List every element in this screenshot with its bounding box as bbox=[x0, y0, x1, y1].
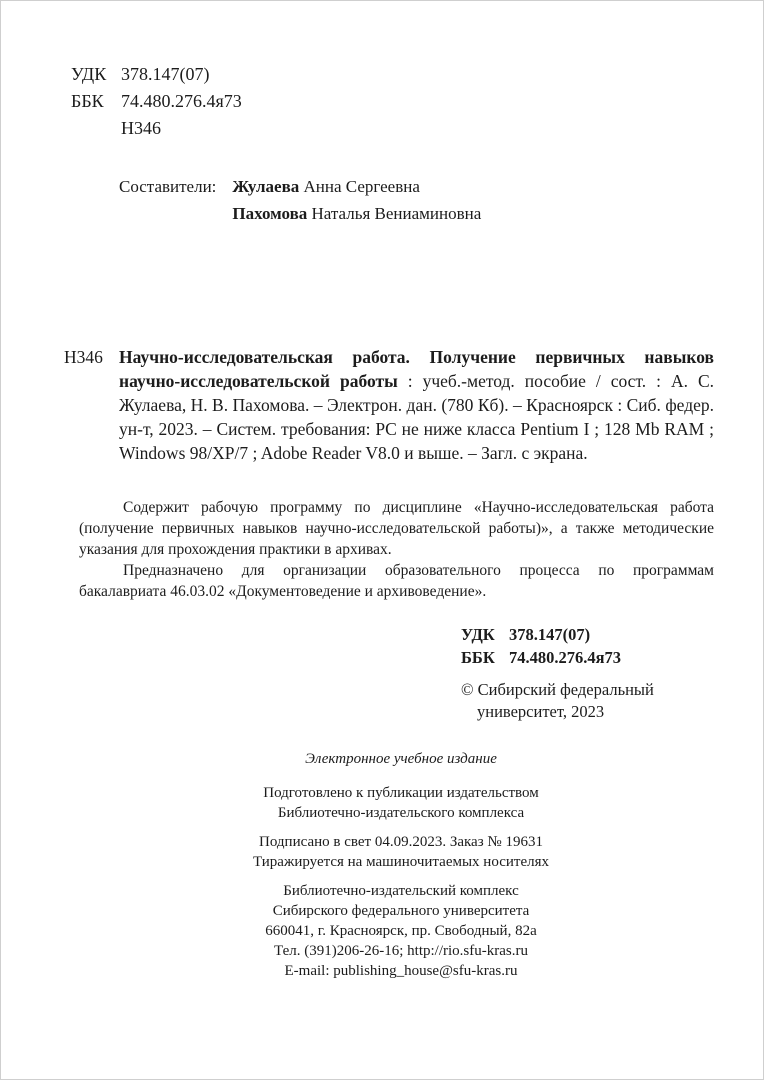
compiler-given-names: Наталья Вениаминовна bbox=[307, 204, 482, 223]
distribution-line: Тиражируется на машиночитаемых носителях bbox=[252, 854, 549, 870]
udk-value: 378.147(07) bbox=[509, 625, 591, 644]
publisher-name-line: Библиотечно-издательский комплекс bbox=[283, 883, 519, 899]
bbk-value: 74.480.276.4я73 bbox=[121, 91, 242, 111]
bbk-value: 74.480.276.4я73 bbox=[509, 648, 622, 667]
publisher-email-line: E-mail: publishing_house@sfu-kras.ru bbox=[284, 963, 518, 979]
print-info-block bbox=[64, 832, 738, 872]
publisher-contact-block bbox=[64, 881, 738, 981]
edition-type: Электронное учебное издание bbox=[305, 751, 497, 767]
udk-line bbox=[71, 61, 242, 88]
abstract-paragraph-1: Содержит рабочую программу по дисциплине «Научно-исследовательская работа (получение первичных навыков научно-исследовательской работы)», а также методические указания для прохождения практики в архивах. bbox=[79, 499, 714, 558]
catalog-title: Научно-исследовательская работа. Получение первичных навыков научно-исследовательской работы bbox=[119, 347, 714, 391]
catalog-code: Н346 bbox=[64, 347, 103, 367]
catalog-details: : учеб.-метод. пособие / сост. : А. С. Жулаева, Н. В. Пахомова. – Электрон. дан. (780 Кб). – Красноярск : Сиб. федер. ун-т, 2023. – Систем. требования: PC не ниже класса Pentium I ; 128 Mb RAM ; Windows 98/XP/7 ; Adobe Reader V8.0 и выше. – Загл. с экрана. bbox=[119, 371, 714, 463]
prepared-line-1: Подготовлено к публикации издательством bbox=[263, 785, 539, 801]
bbk-line-bottom bbox=[461, 646, 621, 669]
catalog-text bbox=[119, 345, 714, 465]
bbk-line bbox=[71, 88, 242, 115]
publisher-address-line: 660041, г. Красноярск, пр. Свободный, 82а bbox=[265, 923, 537, 939]
compiler-surname: Пахомова bbox=[232, 204, 308, 223]
compilers-names bbox=[232, 173, 481, 227]
copyright-line-1: © Сибирский федеральный bbox=[461, 680, 654, 699]
bbk-label: ББК bbox=[461, 648, 495, 667]
spacer bbox=[71, 115, 121, 142]
compilers-label: Составители: bbox=[119, 177, 217, 196]
publisher-university-line: Сибирского федерального университета bbox=[272, 903, 530, 919]
udk-value: 378.147(07) bbox=[121, 64, 210, 84]
abstract-block bbox=[79, 497, 714, 602]
prepared-by-block bbox=[64, 783, 738, 823]
compiler-name bbox=[232, 204, 481, 223]
copyright-line-2: университет, 2023 bbox=[477, 702, 605, 721]
bottom-classification-block bbox=[461, 623, 621, 669]
compiler-given-names: Анна Сергеевна bbox=[299, 177, 420, 196]
copyright-block bbox=[461, 679, 654, 723]
signed-date-line: Подписано в свет 04.09.2023. Заказ № 19631 bbox=[259, 834, 543, 850]
bbk-label: ББК bbox=[71, 91, 104, 111]
udk-label: УДК bbox=[71, 64, 107, 84]
author-sign-line bbox=[71, 115, 242, 142]
author-sign-value: Н346 bbox=[121, 118, 161, 138]
abstract-paragraph-2: Предназначено для организации образовательного процесса по программам бакалавриата 46.03.02 «Документоведение и архивоведение». bbox=[79, 562, 714, 600]
compilers-block bbox=[119, 173, 481, 227]
compiler-surname: Жулаева bbox=[232, 177, 300, 196]
prepared-line-2: Библиотечно-издательского комплекса bbox=[277, 805, 525, 821]
catalog-entry bbox=[64, 345, 714, 465]
udk-line-bottom bbox=[461, 623, 621, 646]
compiler-name bbox=[232, 177, 419, 196]
colophon-block bbox=[64, 749, 738, 981]
udk-label: УДК bbox=[461, 625, 495, 644]
top-classification-block bbox=[71, 61, 242, 142]
publisher-phone-url-line: Тел. (391)206-26-16; http://rio.sfu-kras.ru bbox=[274, 943, 528, 959]
